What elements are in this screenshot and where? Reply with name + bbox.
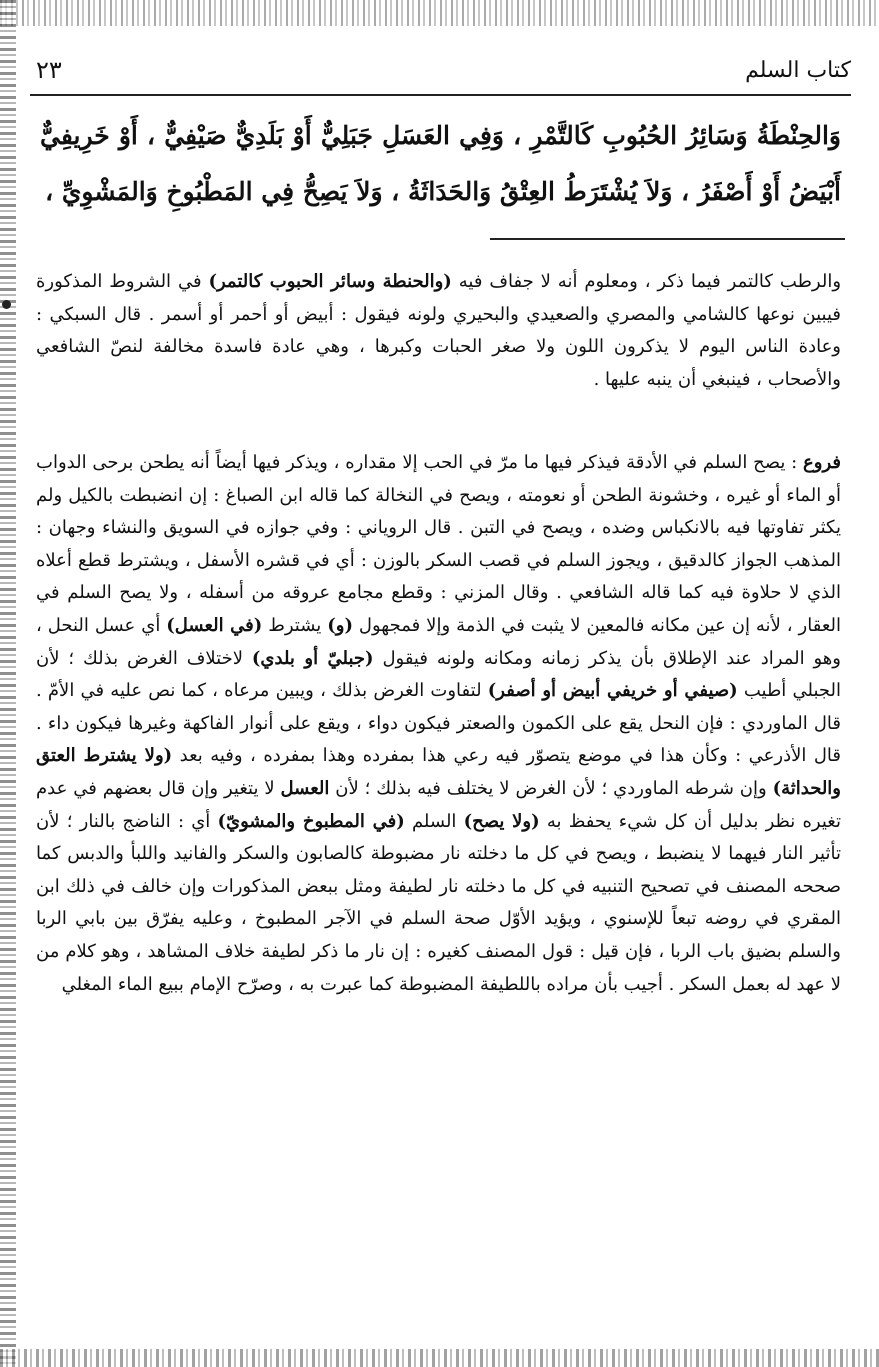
decorative-border-left	[0, 0, 16, 1367]
quoted-matn: (في المطبوخ والمشويّ)	[217, 810, 405, 832]
text-run: : يصح السلم في الأدقة فيذكر فيها ما مرّ في الحب إلا مقداره ، ويذكر فيها أيضاً أنه يطحن برحى الدواب أو الماء أو غيره ، وخشونة الطحن أو نعومته ، ويصح في النخالة كما قاله ابن الصباغ : إن انضبطت بالكيل ولم يكثر تفاوتها فيه بالانكباس وضده ، ويصح في التبن . قال الروياني : وفي جوازه في السويق والنشاء وجهان : المذهب الجواز كالدقيق ، ويجوز السلم في قصب السكر بالوزن : أي في قشره الأسفل ، ويشترط قطع أعلاه الذي لا حلاوة فيه كما قاله الشافعي . وقال المزني : وقطع مجامع عروقه من أسفله ، ولا يصح السلم في العقار ، لأنه إن عين مكانه فالمعين لا يثبت في الذمة وإلا فمجهول	[36, 452, 841, 636]
section-separator	[490, 238, 845, 240]
text-run: يشترط	[262, 614, 328, 636]
commentary-paragraph-1	[36, 266, 841, 426]
page-header	[30, 46, 851, 96]
text-run: في الشروط المذكورة فيبين نوعها كالشامي والمصري والصعيدي والبحيري ولونه فيقول : أبيض أو أحمر أو أسمر . قال السبكي : وعادة الناس اليوم لا يذكرون اللون ولا صغر الحبات وكبرها ، وهي عادة فاسدة مخالفة لنصّ الشافعي والأصحاب ، فينبغي أن ينبه عليها .	[36, 271, 841, 390]
matn-text: وَالحِنْطَةُ وَسَائِرُ الحُبُوبِ كَالتَّمْرِ ، وَفِي العَسَلِ جَبَلِيٌّ أَوْ بَلَدِيٌّ صَيْفِيٌّ ، أَوْ خَرِيفِيٌّ أَبْيَضُ أَوْ أَصْفَرُ ، وَلاَ يُشْتَرَطُ العِتْقُ وَالحَدَاثَةُ ، وَلاَ يَصِحُّ فِي المَطْبُوخِ وَالمَشْوِيِّ ،	[40, 121, 841, 206]
text-run: لا يتغير وإن قال بعضهم في عدم تغيره نظر بدليل أن كل شيء يحفظ به	[36, 777, 841, 832]
text-run: أي : الناضج بالنار ؛ لأن تأثير النار فيهما لا ينضبط ، ويصح في كل ما دخلته نار مضبوطة كالصابون والسكر والفانيد واللبأ والدبس كما صححه المصنف في تصحيح التنبيه في كل ما دخلته نار لطيفة ومثل ببعض المذكورات وإن خالف في ذلك ابن المقري في روضه تبعاً للإسنوي ، ويؤيد الأوّل صحة السلم في الآجر المطبوخ ، وعليه يفرّق بين بابي الربا والسلم بضيق باب الربا ، فإن قيل : قول المصنف كغيره : إن نار ما ذكر لطيفة خلاف المشاهد ، وهو كلام من لا عهد له بعمل السكر . أجيب بأن مراده باللطيفة المضبوطة كما عبرت به ، وصرّح الإمام ببيع الماء المغلي	[36, 810, 842, 995]
quoted-matn: (صيفي أو خريفي أبيض أو أصفر)	[487, 680, 738, 702]
text-run: لاختلاف الغرض بذلك ؛ لأن الجبلي أطيب	[36, 647, 841, 702]
commentary-paragraph-2	[36, 447, 841, 1325]
text-run: وإن شرطه الماوردي ؛ لأن الغرض لا يختلف فيه بذلك ؛ لأن	[329, 777, 773, 799]
quoted-matn: (و)	[327, 614, 353, 636]
decorative-border-bottom	[0, 1349, 879, 1367]
section-heading: فروع	[803, 452, 841, 473]
quoted-matn: (ولا يشترط العتق والحداثة)	[36, 745, 842, 799]
quoted-matn: (جبليّ أو بلدي)	[251, 647, 374, 669]
quoted-matn: (والحنطة وسائر الحبوب كالتمر)	[208, 271, 452, 292]
text-run: لتفاوت الغرض بذلك ، ويبين مرعاه ، كما نص عليه في الأمّ . قال الماوردي : فإن النحل يقع على الكمون والصعتر فيكون دواء ، ويقع على أنوار الفاكهة وغيرها فيكون داء . قال الأذرعي : وكأن هذا في موضع يتصوّر فيه رعي هذا بمفرده وهذا بمفرده ، وفيه بعد	[36, 680, 842, 767]
quoted-matn: العسل	[280, 777, 330, 799]
margin-dot	[2, 300, 11, 309]
quoted-matn: (ولا يصح)	[463, 810, 540, 832]
chapter-title: كتاب السلم	[745, 58, 851, 83]
text-run: أي عسل النحل ، وهو المراد عند الإطلاق بأن يذكر زمانه ومكانه ولونه فيقول	[36, 614, 841, 669]
text-run: السلم	[404, 810, 464, 832]
text-run: والرطب كالتمر فيما ذكر ، ومعلوم أنه لا جفاف فيه	[451, 271, 842, 292]
decorative-border-top	[0, 0, 879, 26]
quoted-matn: (في العسل)	[166, 614, 263, 636]
page-number: ٢٣	[36, 56, 62, 84]
